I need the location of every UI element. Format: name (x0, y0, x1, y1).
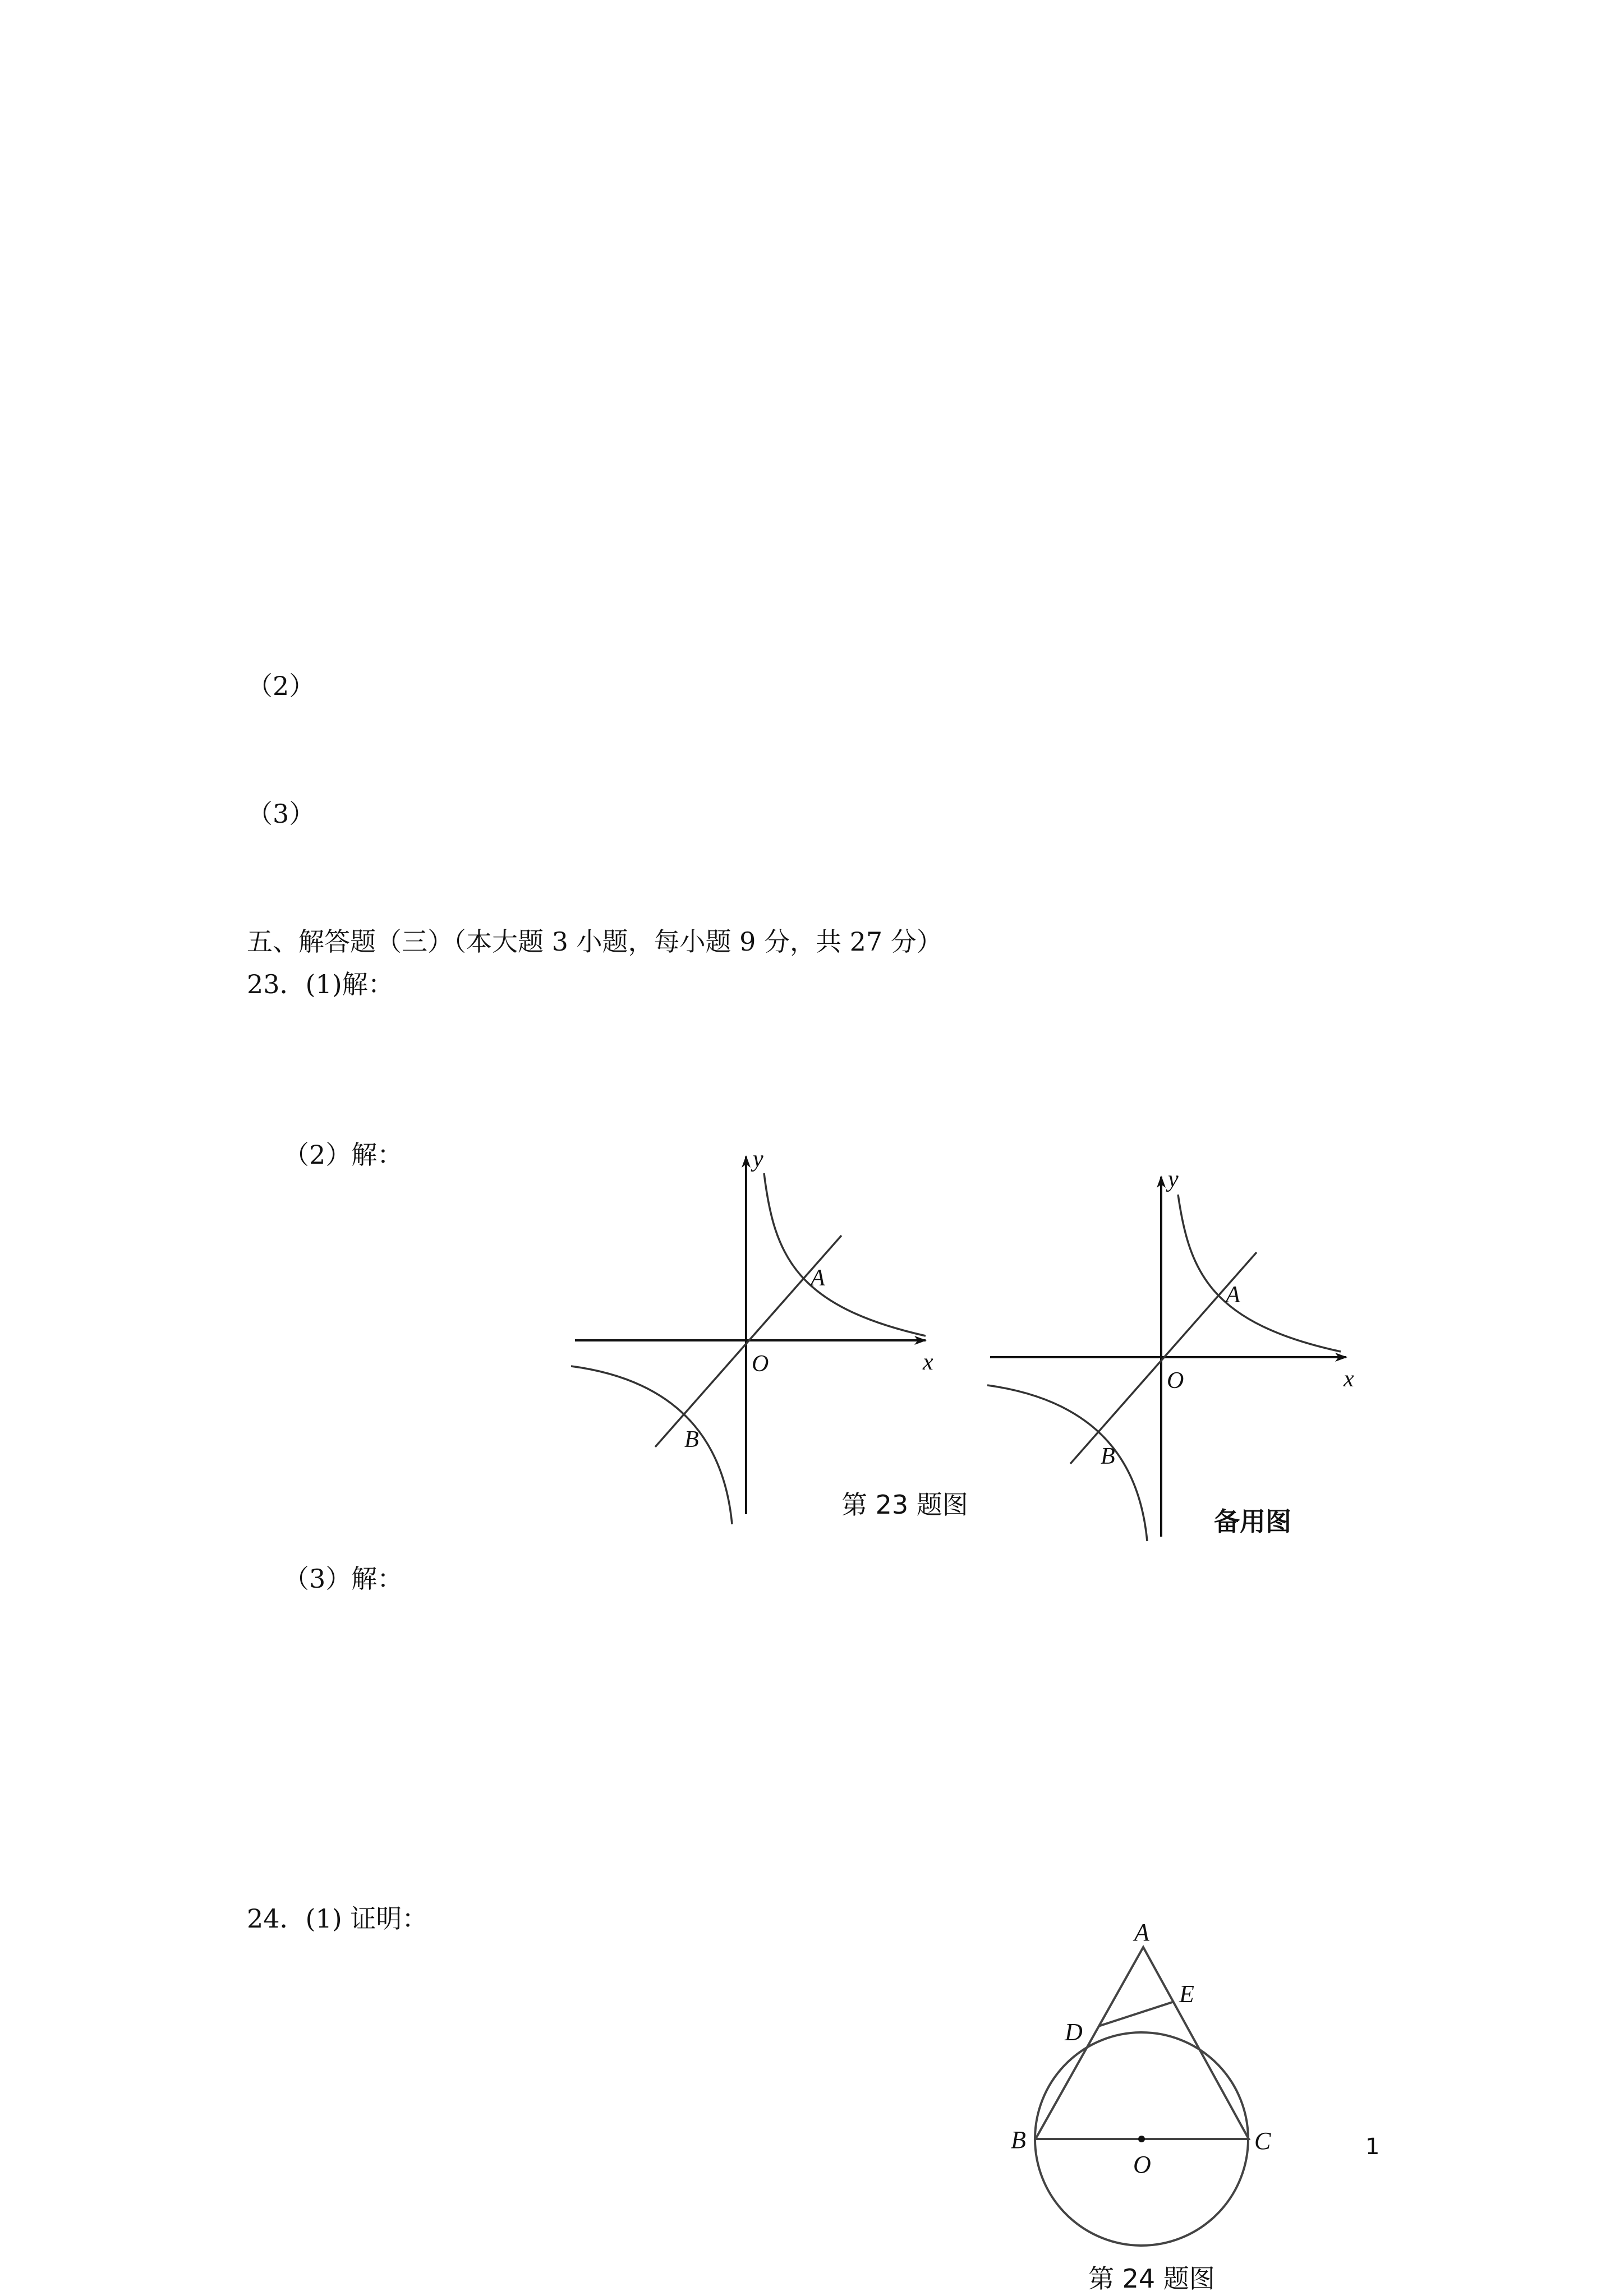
point-c-label: C (1254, 2127, 1271, 2155)
section-5-heading: 五、解答题（三）（本大题 3 小题，每小题 9 分，共 27 分） (247, 926, 942, 957)
origin-label: O (752, 1351, 769, 1377)
hyperbola-branch-third-quadrant (571, 1366, 732, 1524)
point-b-label: B (684, 1427, 699, 1453)
origin-label: O (1167, 1368, 1184, 1394)
x-axis-label: x (923, 1349, 933, 1375)
q24-figure (999, 1918, 1290, 2254)
point-b-label: B (1101, 1444, 1115, 1469)
point-d-label: D (1065, 2018, 1083, 2046)
center-o-label: O (1133, 2151, 1151, 2178)
point-b-label: B (1011, 2126, 1026, 2154)
q23-figure-caption: 第 23 题图 (841, 1490, 968, 1520)
point-a-label: A (1134, 1919, 1149, 1946)
q23-part-1-label: 23．(1)解： (247, 969, 394, 999)
page-number: 1 (1365, 2134, 1380, 2160)
y-axis-label: y (753, 1146, 763, 1172)
point-a-label: A (811, 1265, 825, 1291)
point-e-label: E (1179, 1980, 1194, 2008)
q23-part-3-label: （3）解： (283, 1564, 403, 1594)
q23-spare-caption: 备用图 (1214, 1506, 1291, 1537)
q23-part-2-label: （2）解： (283, 1140, 403, 1170)
q24-part-1-label: 24．(1) 证明： (247, 1903, 428, 1934)
q24-figure-caption: 第 24 题图 (1088, 2263, 1215, 2294)
center-point (1138, 2136, 1145, 2142)
answer-part-3-label: （3） (247, 799, 315, 829)
x-axis-label: x (1344, 1366, 1354, 1392)
hyperbola-branch-third-quadrant (987, 1385, 1147, 1541)
hyperbola-branch-first-quadrant (1178, 1195, 1341, 1352)
answer-part-2-label: （2） (247, 671, 315, 701)
q23-figure (561, 1144, 965, 1537)
point-a-label: A (1226, 1282, 1240, 1308)
q23-spare-figure (976, 1161, 1380, 1553)
y-axis-label: y (1168, 1167, 1179, 1192)
hyperbola-branch-first-quadrant (764, 1173, 926, 1336)
